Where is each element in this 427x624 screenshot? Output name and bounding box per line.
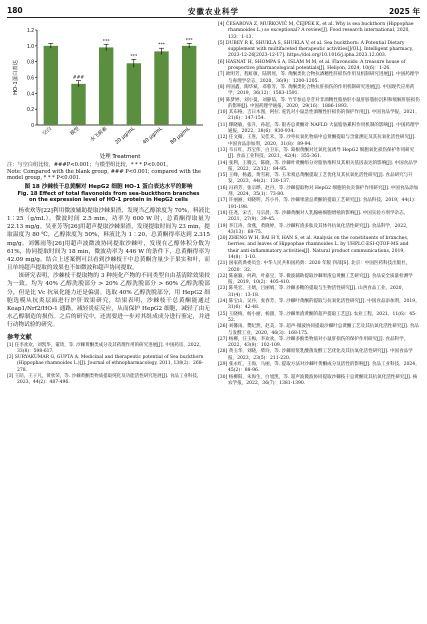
reference-item: [4] ĆESAROVÁ Z, MUŘKOVIĆ M, ČEJPEK K, et al. Why is sea buckthorn (Hippophae rhamnoides L.) so exceptional? A review[J]. Food research international, 2020, 133：1-13. bbox=[218, 22, 414, 40]
reference-item: [11] 缪晓敏，张升，孙超，等. 银杏总黄酮对 NAFLD 大鼠脂肪累积作用机制的影响[J]. 中国药理学通报，2022，38(6)：930-934. bbox=[218, 122, 420, 135]
significance-label: *** bbox=[158, 43, 165, 49]
references-heading: 参考文献 bbox=[7, 334, 32, 342]
chart-svg bbox=[7, 22, 210, 162]
reference-item: [9] 陈梦婷，刘小曼，刘静茹，等. 竹节参总皂苷对非酒精性脂肪肝小鼠肝脏脂肪沉积和缓解肝脏损伤的影响[J]. 中国药理学通报，2020，29(16)：1886-1893. bbox=[218, 97, 420, 109]
figure-note-en: Note: Compared with the blank group, ### P<0.001; compared with the model group, * * * P<0.001. bbox=[7, 168, 201, 182]
reference-item: [15] 王峰，杨鑫，黄雪莉，等. 玉米须总黄酮提取工艺优化及其抗氧化活性研究[J]. 食品研究与开发，2023，44(2)：130-137. bbox=[218, 173, 413, 185]
reference-item: [19] 李江涛，余燕，黄晓婷，等. 沙棘籽渣多肽及其体外抗氧化活性研究[J]. 食品科学，2022，43(13)：68-75. bbox=[218, 223, 411, 235]
reference-item: [25] 王晓梅，杨小丽，杨甜，等. 沙棘果渣黄酮的超声提取工艺[J]. 农业工程，2021，11(6)：45-52. bbox=[218, 311, 417, 323]
reference-item: [8] 何国鑫，陶华斌，邓蓉芳，等. 黄酮类化合物抗肝损伤的作用机制研究进展[J]. 中国现代应用药学，2019，36(12)：1583-1591. bbox=[218, 84, 415, 97]
reference-item: [2] SURYAKUMAR G, GUPTA A. Medicinal and therapeutic potential of Sea buckthorn (Hippophae rhamnoides L.)[J]. Journal of ethnopharmacology, 2011, 138(2)：268-278. bbox=[7, 355, 204, 373]
bar bbox=[182, 46, 196, 125]
page-number: 180 bbox=[7, 6, 23, 15]
reference-item: [27] 杨柳，汪玉梅，李欢欢，等. 沙棘多酚类物质对小鼠肝损伤的保护作用研究[J]. 食品科学，2022，43(9)：102-109. bbox=[218, 336, 409, 349]
reference-item: [23] 陈英宏，王婧，吕丽娟，等. 沙棘多糖的提取与生物活性研究[J]. 山西食品工业，2020，31(4)：13-18. bbox=[218, 286, 407, 298]
x-tick-label: 20 μg/mL bbox=[114, 125, 137, 146]
reference-item: [6] HASNAT H, SHOMPA S A, ISLAM M M, et al. Flavonoids: A treasure house of prospective pharmacological potentials[J]. Heliyon, 2024, 10(6)：1-26. bbox=[218, 59, 406, 72]
reference-item: [30] 杨柳阳，朱海生，白旭凯，等. 超声波微波协同提取沙棘枝干总黄酮及其抗氧化活性研究[J]. 核农学报，2022，36(7)：1381-1390. bbox=[218, 374, 418, 386]
y-tick-label: 0.6 bbox=[27, 75, 34, 82]
y-axis-label: HO-1蛋白表达 bbox=[13, 60, 19, 95]
reference-item: [21] 国家药典委员会. 中华人民共和国药典：2020 年版 四部[S]. 北京：中国医药科技出版社，2020：32. bbox=[218, 261, 411, 273]
journal-name: 安徽农业科学 bbox=[188, 7, 239, 16]
x-tick-label: 空白 bbox=[41, 125, 54, 137]
left-column bbox=[7, 22, 210, 386]
references-left bbox=[7, 343, 210, 385]
reference-item: [13] 韦日红，苏宝伟，白卫东，等. 葛根黄酮对过氧化氢诱导 HepG2 细胞氧化损伤保护作用研究[J]. 食品工业科技，2021，42(4)：355-361. bbox=[218, 147, 415, 160]
header-year: 2025 年 bbox=[389, 7, 420, 16]
reference-item: [20] ZHENG W H, BAI H Y, HAN S, et al. Analysis on the constituents of branches, berries, and leaves of Hippophae rhamnoides L. by UHPLC-ESI-QTOF-MS and their anti-inflammatory activities[J]. Natural product communications, 2019, 14(8)：1-10. bbox=[218, 236, 409, 260]
reference-item: [28] 黄玉华，刘晓，柴玲，等. 沙棘原浆乳酸菌发酵工艺优化及其抗氧化活性研究[J]. 中国食品学报，2023，23(5)：211-220. bbox=[218, 349, 413, 361]
reference-item: [18] 任尧，宋吉，马宗晨，等. 沙棘黄酮对人乳腺癌细胞增殖的影响[J]. 中国实验方剂学杂志，2021，27(9)：39-45. bbox=[218, 210, 409, 223]
body-paragraph-1: 杨欢欢等[22]利用微波辅助提取沙棘果渣，发现当乙醇浓度为 70%，料液比 1∶25（g/mL），微波时间 2.5 min，功率为 600 W 时，总黄酮得取量为 22.13 mg/g。吴亚芳等[26]用超声提取沙棘果渣，发现提取时间为 23 min，提取温度为 80 ℃，乙醇浓度为 50%，料液比为 1∶20，总黄酮得率达到 2.315 mg/g。刘馨雨等[26]用超声波微波协同提取沙棘叶，发现在乙醇体积分数为 61%，协同提取时间为 18 min，微波功率为 446 W 的条件下，总黄酮得率为 42.09 mg/g。结合上述案例可以看到沙棘枝干中总黄酮含量少于果实和叶，而且单纯超声提取的效果也不如微波和超声协同提取。 bbox=[7, 207, 210, 272]
reference-item: [16] 冯莉芳，张宗晔，赵丹，等. 沙棘提取物对 HepG2 细胞的抗炎保护作用研究[J]. 中国食品添加剂，2024，35(1)：73-80. bbox=[218, 185, 419, 198]
y-tick-label: 0.4 bbox=[27, 91, 34, 98]
figure-note-cn: 注：与空白组比较，###P<0.001；与模型组比较，* * * P<0.001。 bbox=[7, 162, 172, 168]
bar-chart bbox=[7, 22, 210, 162]
x-tick-label: 80 μg/mL bbox=[169, 125, 192, 146]
bar bbox=[44, 46, 58, 125]
body-paragraph-2: 该研究表明，沙棘枝干提取物的 3 种纯化产物的不同类型自由基清除效果较为一致，均为 40% 乙醇洗脱部分 > 20% 乙醇洗脱部分 > 60% 乙醇洗脱部分，但是比 Vc 抗氧化能力还是偏弱。选取 40% 乙醇洗脱部分，用 HepG2 细胞选模从抗炎层面进行护肝效果研究，结果表明，沙棘枝干总黄酮能通过 Keap1/Nrf2/HO-1 通路，减轻炎症反应，从而保护 HepG2 细胞，减轻了由无水乙醇制造的损伤。之后的研究中，还需要进一步对其组成成分进行鉴定，并进行动物试验的研究。 bbox=[7, 273, 210, 329]
significance-label: *** bbox=[130, 54, 138, 60]
y-tick-label: 0 bbox=[31, 123, 34, 129]
x-tick-label: 40 μg/mL bbox=[141, 125, 164, 146]
y-tick-label: 1.2 bbox=[27, 28, 34, 34]
figure-title-en-1: Fig. 18 Effect of total flavonoids from sea-buckthorn branches bbox=[17, 190, 200, 197]
reference-item: [22] 陈嘉毅，何莉，叶嘉宝，等. 微波辅助提取沙棘果渣总黄酮工艺研究[J]. 食品安全质量检测学报，2019，10(2)：405-410. bbox=[218, 273, 413, 286]
reference-item: [26] 刘馨雨，樊纪然，赵美，等. 超声-微波协同提取沙棘叶总黄酮工艺及其抗氧化活性研究[J]. 食品与发酵工业，2020，46(3)：168-175. bbox=[218, 324, 419, 336]
header-rule bbox=[7, 17, 420, 18]
figure-title-cn: 图 18 沙棘枝干总黄酮对 HepG2 细胞 HO-1 蛋白表达水平的影响 bbox=[24, 183, 193, 190]
significance-label: *** bbox=[185, 38, 193, 44]
x-axis-label: 处理 Treatment bbox=[99, 154, 141, 160]
references-right bbox=[218, 22, 421, 387]
figure-title-en-2: on the expression level of HO-1 protein in HepG2 cells bbox=[29, 197, 188, 204]
reference-item: [14] 张利，王腾云，陈晓，等. 沙棘叶黄酮组分对脂肪堆积及其相关基因表达的影响[J]. 中国食品学报，2022，22(12)：84-95. bbox=[218, 160, 418, 172]
x-tick-label: 水飞蓟素 bbox=[89, 125, 109, 144]
significance-label: ### bbox=[72, 75, 85, 81]
reference-item: [24] 陈宝山，吴丹，张春芳，等. 沙棘叶黄酮的提取与抗氧化活性研究[J]. 中国食品添加剂，2019，31(6)：42-48. bbox=[218, 299, 420, 311]
reference-item: [12] 任文翰，王进，吴佳禾，等. 沙枣抗氧化物质中总黄酮提取与含量测定及其抗氧化活性研究[J]. 中国食品添加剂，2020，31(8)：89-94. bbox=[218, 135, 416, 147]
y-tick-label: 1.0 bbox=[27, 43, 34, 50]
reference-item: [7] 欧明芳，程虹敏，陆明瑶，等. 黄酮类化合物抗酒精性肝损伤作用及机制研究进展[J]. 中国药理学与毒理学杂志，2020，36(9)：1200-1205. bbox=[218, 72, 419, 84]
bar bbox=[99, 47, 113, 125]
significance-label: *** bbox=[102, 39, 110, 45]
bar bbox=[154, 51, 168, 125]
reference-item: [17] 许丽丽，刘晓明，苏小丹，等. 沙棘果渣总黄酮的提取工艺研究[J]. 食品科技，2019，44(1)：191-198. bbox=[218, 198, 419, 210]
reference-item: [29] 张永红，王海，马丽，等. 提取方法对沙棘叶黄酮成分及活性的影响[J]. 食品工业科技，2024，45(2)：88-96. bbox=[218, 362, 420, 374]
reference-item: [10] 其布格，吉日木图，阿拉. 驼乳对小鼠急性酒精性肝损伤的保护作用[J]. 中国食品学报，2021，21(6)：147-154. bbox=[218, 110, 420, 122]
bar bbox=[127, 63, 141, 125]
y-tick-label: 0.2 bbox=[27, 107, 34, 114]
right-column bbox=[218, 22, 421, 387]
x-tick-label: 模型 bbox=[69, 125, 81, 137]
reference-item: [1] 任李欢欢，刘凯华，董琦，等. 沙棘黄酮类成分及其药理作用的研究进展[J]. 中国药房，2022，33(8)：598-617. bbox=[7, 343, 204, 355]
reference-item: [5] DUBEY R K, SHUKLA S, SHUKLA V, et al. Sea buckthorn: A Potential Dietary supplement with multifaceted therapeutic activities[J/OL]. Intelligent pharmacy, 2023-12-26[2023-12-17]. https://doi.org/10.1016/j.ipha.2023.12.003. bbox=[218, 40, 414, 59]
bar bbox=[71, 84, 85, 125]
reference-item: [3] 王陪，王子凡，黄欣荣，等. 沙棘黄酮类物质提取纯化及功能活性研究进展[J]. 食品工业科技，2023，44(2)：487-496. bbox=[7, 373, 202, 385]
y-tick-label: 0.8 bbox=[27, 59, 34, 66]
